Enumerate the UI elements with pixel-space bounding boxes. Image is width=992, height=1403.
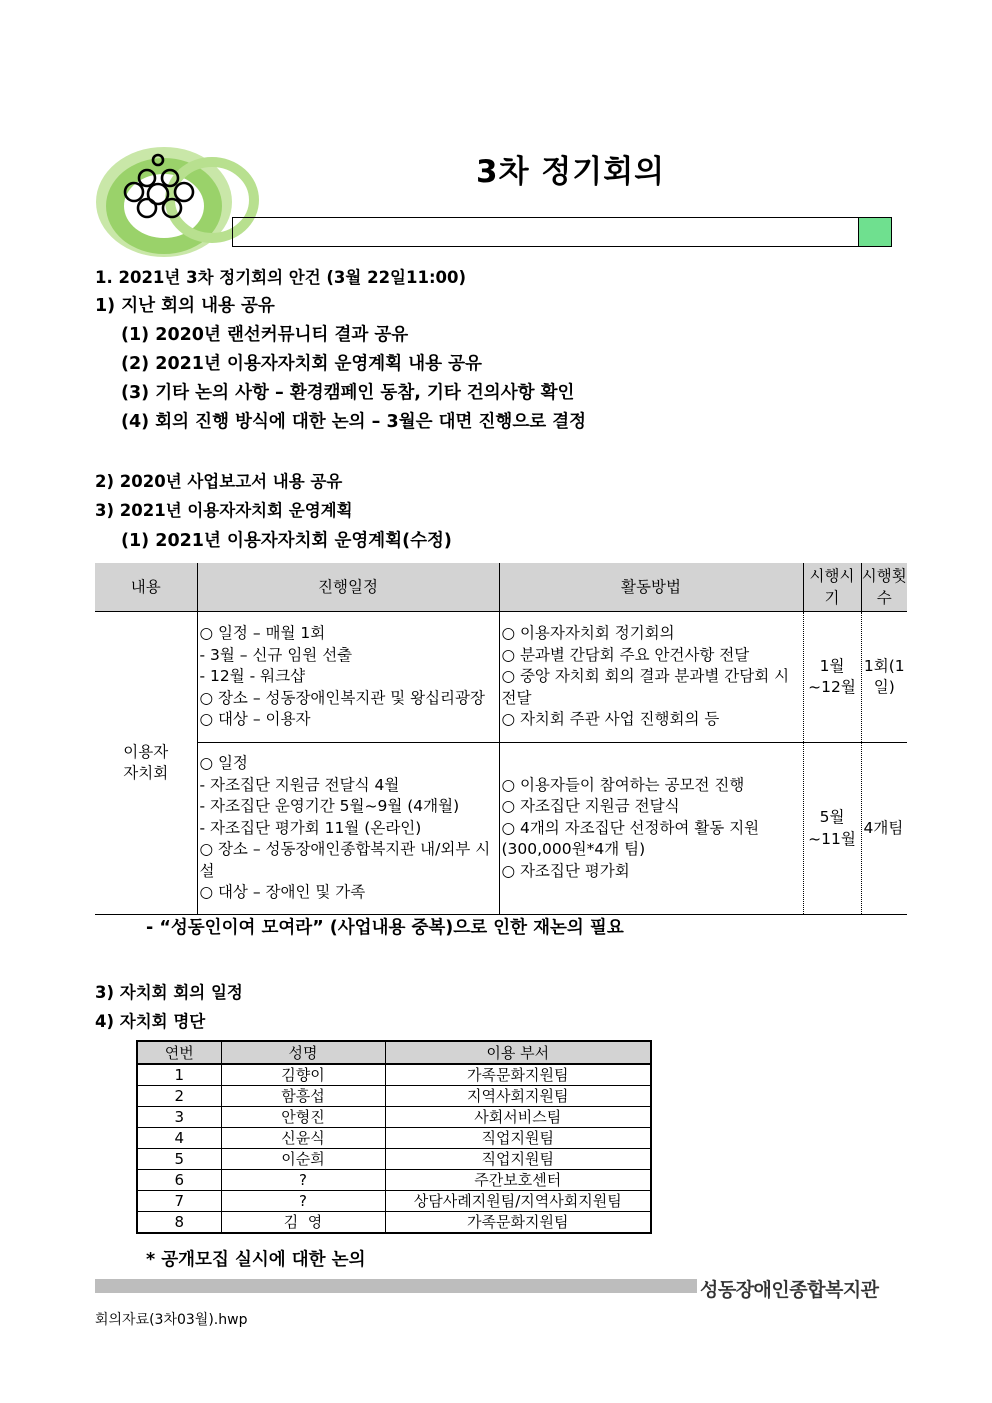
group-cell: 이용자자치회 <box>95 612 197 915</box>
schedule-line: ○ 대상 – 장애인 및 가족 <box>199 883 366 902</box>
method-cell <box>499 612 803 743</box>
member-department: 주간보호센터 <box>385 1170 651 1191</box>
title-bar <box>232 217 892 247</box>
method-cell <box>499 743 803 915</box>
period-cell: 1월~12월 <box>803 612 861 743</box>
agenda-heading: 1. 2021년 3차 정기회의 안건 (3월 22일11:00) <box>95 268 467 287</box>
member-department: 지역사회지원팀 <box>385 1086 651 1107</box>
schedule-line: - 3월 – 신규 임원 선출 <box>199 645 353 664</box>
header-content: 내용 <box>95 563 197 612</box>
table-row <box>137 1149 651 1170</box>
title-bar-accent <box>858 218 891 246</box>
header-department: 이용 부서 <box>385 1041 651 1064</box>
member-department: 직업지원팀 <box>385 1149 651 1170</box>
schedule-line: - 자조집단 지원금 전달식 4월 <box>199 775 400 794</box>
member-name: 신윤식 <box>221 1128 385 1149</box>
member-department: 가족문화지원팀 <box>385 1064 651 1086</box>
member-department: 직업지원팀 <box>385 1128 651 1149</box>
schedule-cell <box>197 743 499 915</box>
member-number: 2 <box>137 1086 221 1107</box>
member-name: ? <box>221 1191 385 1212</box>
schedule-line: - 자조집단 운영기간 5월~9월 (4개월) <box>199 797 460 816</box>
agenda-item-3-sub: (1) 2021년 이용자자치회 운영계획(수정) <box>121 531 452 551</box>
method-line: ○ 자조집단 평가회 <box>501 861 630 880</box>
plan-note: - “성동인이여 모여라” (사업내용 중복)으로 인한 재논의 필요 <box>146 918 624 938</box>
table-row <box>137 1064 651 1086</box>
schedule-line: ○ 일정 <box>199 754 248 773</box>
table-row <box>137 1212 651 1234</box>
member-name: 안형진 <box>221 1107 385 1128</box>
method-line: ○ 자조집단 지원금 전달식 <box>501 797 680 816</box>
file-name: 회의자료(3차03월).hwp <box>95 1312 248 1328</box>
schedule-line: - 12월 - 워크샵 <box>199 667 306 686</box>
agenda-sub-3: (3) 기타 논의 사항 – 환경캠페인 동참, 기타 건의사항 확인 <box>121 383 575 403</box>
agenda-item-3: 3) 2021년 이용자자치회 운영계획 <box>95 501 353 520</box>
section-4-heading: 4) 자치회 명단 <box>95 1012 206 1031</box>
agenda-sub-1: (1) 2020년 랜선커뮤니티 결과 공유 <box>121 325 409 345</box>
footer-bar <box>95 1279 697 1293</box>
operation-plan-table <box>95 563 907 915</box>
schedule-line: ○ 장소 – 성동장애인복지관 및 왕십리광장 <box>199 688 485 707</box>
table-row <box>137 1191 651 1212</box>
footer-organization-name: 성동장애인종합복지관 <box>700 1279 879 1301</box>
member-number: 8 <box>137 1212 221 1234</box>
header-count: 시행횟수 <box>861 563 907 612</box>
member-number: 7 <box>137 1191 221 1212</box>
method-line: ○ 4개의 자조집단 선정하여 활동 지원 (300,000원*4개 팀) <box>501 818 760 859</box>
members-table <box>136 1040 652 1234</box>
member-department: 상담사례지원팀/지역사회지원팀 <box>385 1191 651 1212</box>
method-line: ○ 자치회 주관 사업 진행회의 등 <box>501 710 720 729</box>
table-row <box>137 1107 651 1128</box>
count-cell: 1회(1일) <box>861 612 907 743</box>
page-title: 3차 정기회의 <box>476 154 666 190</box>
schedule-cell <box>197 612 499 743</box>
member-name: 함흥섭 <box>221 1086 385 1107</box>
agenda-item-1: 1) 지난 회의 내용 공유 <box>95 296 275 316</box>
member-department: 사회서비스팀 <box>385 1107 651 1128</box>
schedule-line: ○ 대상 – 이용자 <box>199 710 311 729</box>
agenda-sub-2: (2) 2021년 이용자자치회 운영계획 내용 공유 <box>121 354 482 374</box>
table-row <box>137 1170 651 1191</box>
member-name: ? <box>221 1170 385 1191</box>
method-line: ○ 이용자들이 참여하는 공모전 진행 <box>501 775 745 794</box>
member-department: 가족문화지원팀 <box>385 1212 651 1234</box>
schedule-line: - 자조집단 평가회 11월 (온라인) <box>199 818 422 837</box>
agenda-sub-4: (4) 회의 진행 방식에 대한 논의 – 3월은 대면 진행으로 결정 <box>121 412 587 432</box>
table-row <box>137 1128 651 1149</box>
method-line: ○ 중앙 자치회 회의 결과 분과별 간담회 시 전달 <box>501 667 790 707</box>
member-number: 1 <box>174 1065 185 1084</box>
member-number: 4 <box>137 1128 221 1149</box>
header-number: 연번 <box>137 1041 221 1064</box>
header-schedule: 진행일정 <box>197 563 499 612</box>
period-cell: 5월~11월 <box>803 743 861 915</box>
member-name: 이순희 <box>221 1149 385 1170</box>
member-number: 3 <box>137 1107 221 1128</box>
member-name: 김향이 <box>221 1064 385 1086</box>
agenda-item-2: 2) 2020년 사업보고서 내용 공유 <box>95 472 343 491</box>
table-row <box>137 1086 651 1107</box>
members-note: * 공개모집 실시에 대한 논의 <box>146 1250 366 1270</box>
header-method: 활동방법 <box>499 563 803 612</box>
section-3-heading: 3) 자치회 회의 일정 <box>95 983 243 1002</box>
method-line: ○ 이용자자치회 정기회의 <box>501 624 675 643</box>
header-name: 성명 <box>221 1041 385 1064</box>
member-number: 5 <box>137 1149 221 1170</box>
method-line: ○ 분과별 간담회 주요 안건사항 전달 <box>501 645 750 664</box>
schedule-line: ○ 일정 – 매월 1회 <box>199 624 326 643</box>
header-period: 시행시기 <box>803 563 861 612</box>
schedule-line: ○ 장소 – 성동장애인종합복지관 내/외부 시설 <box>199 840 491 880</box>
member-name: 김 영 <box>221 1212 385 1234</box>
count-cell: 4개팀 <box>861 743 907 915</box>
member-number: 6 <box>137 1170 221 1191</box>
